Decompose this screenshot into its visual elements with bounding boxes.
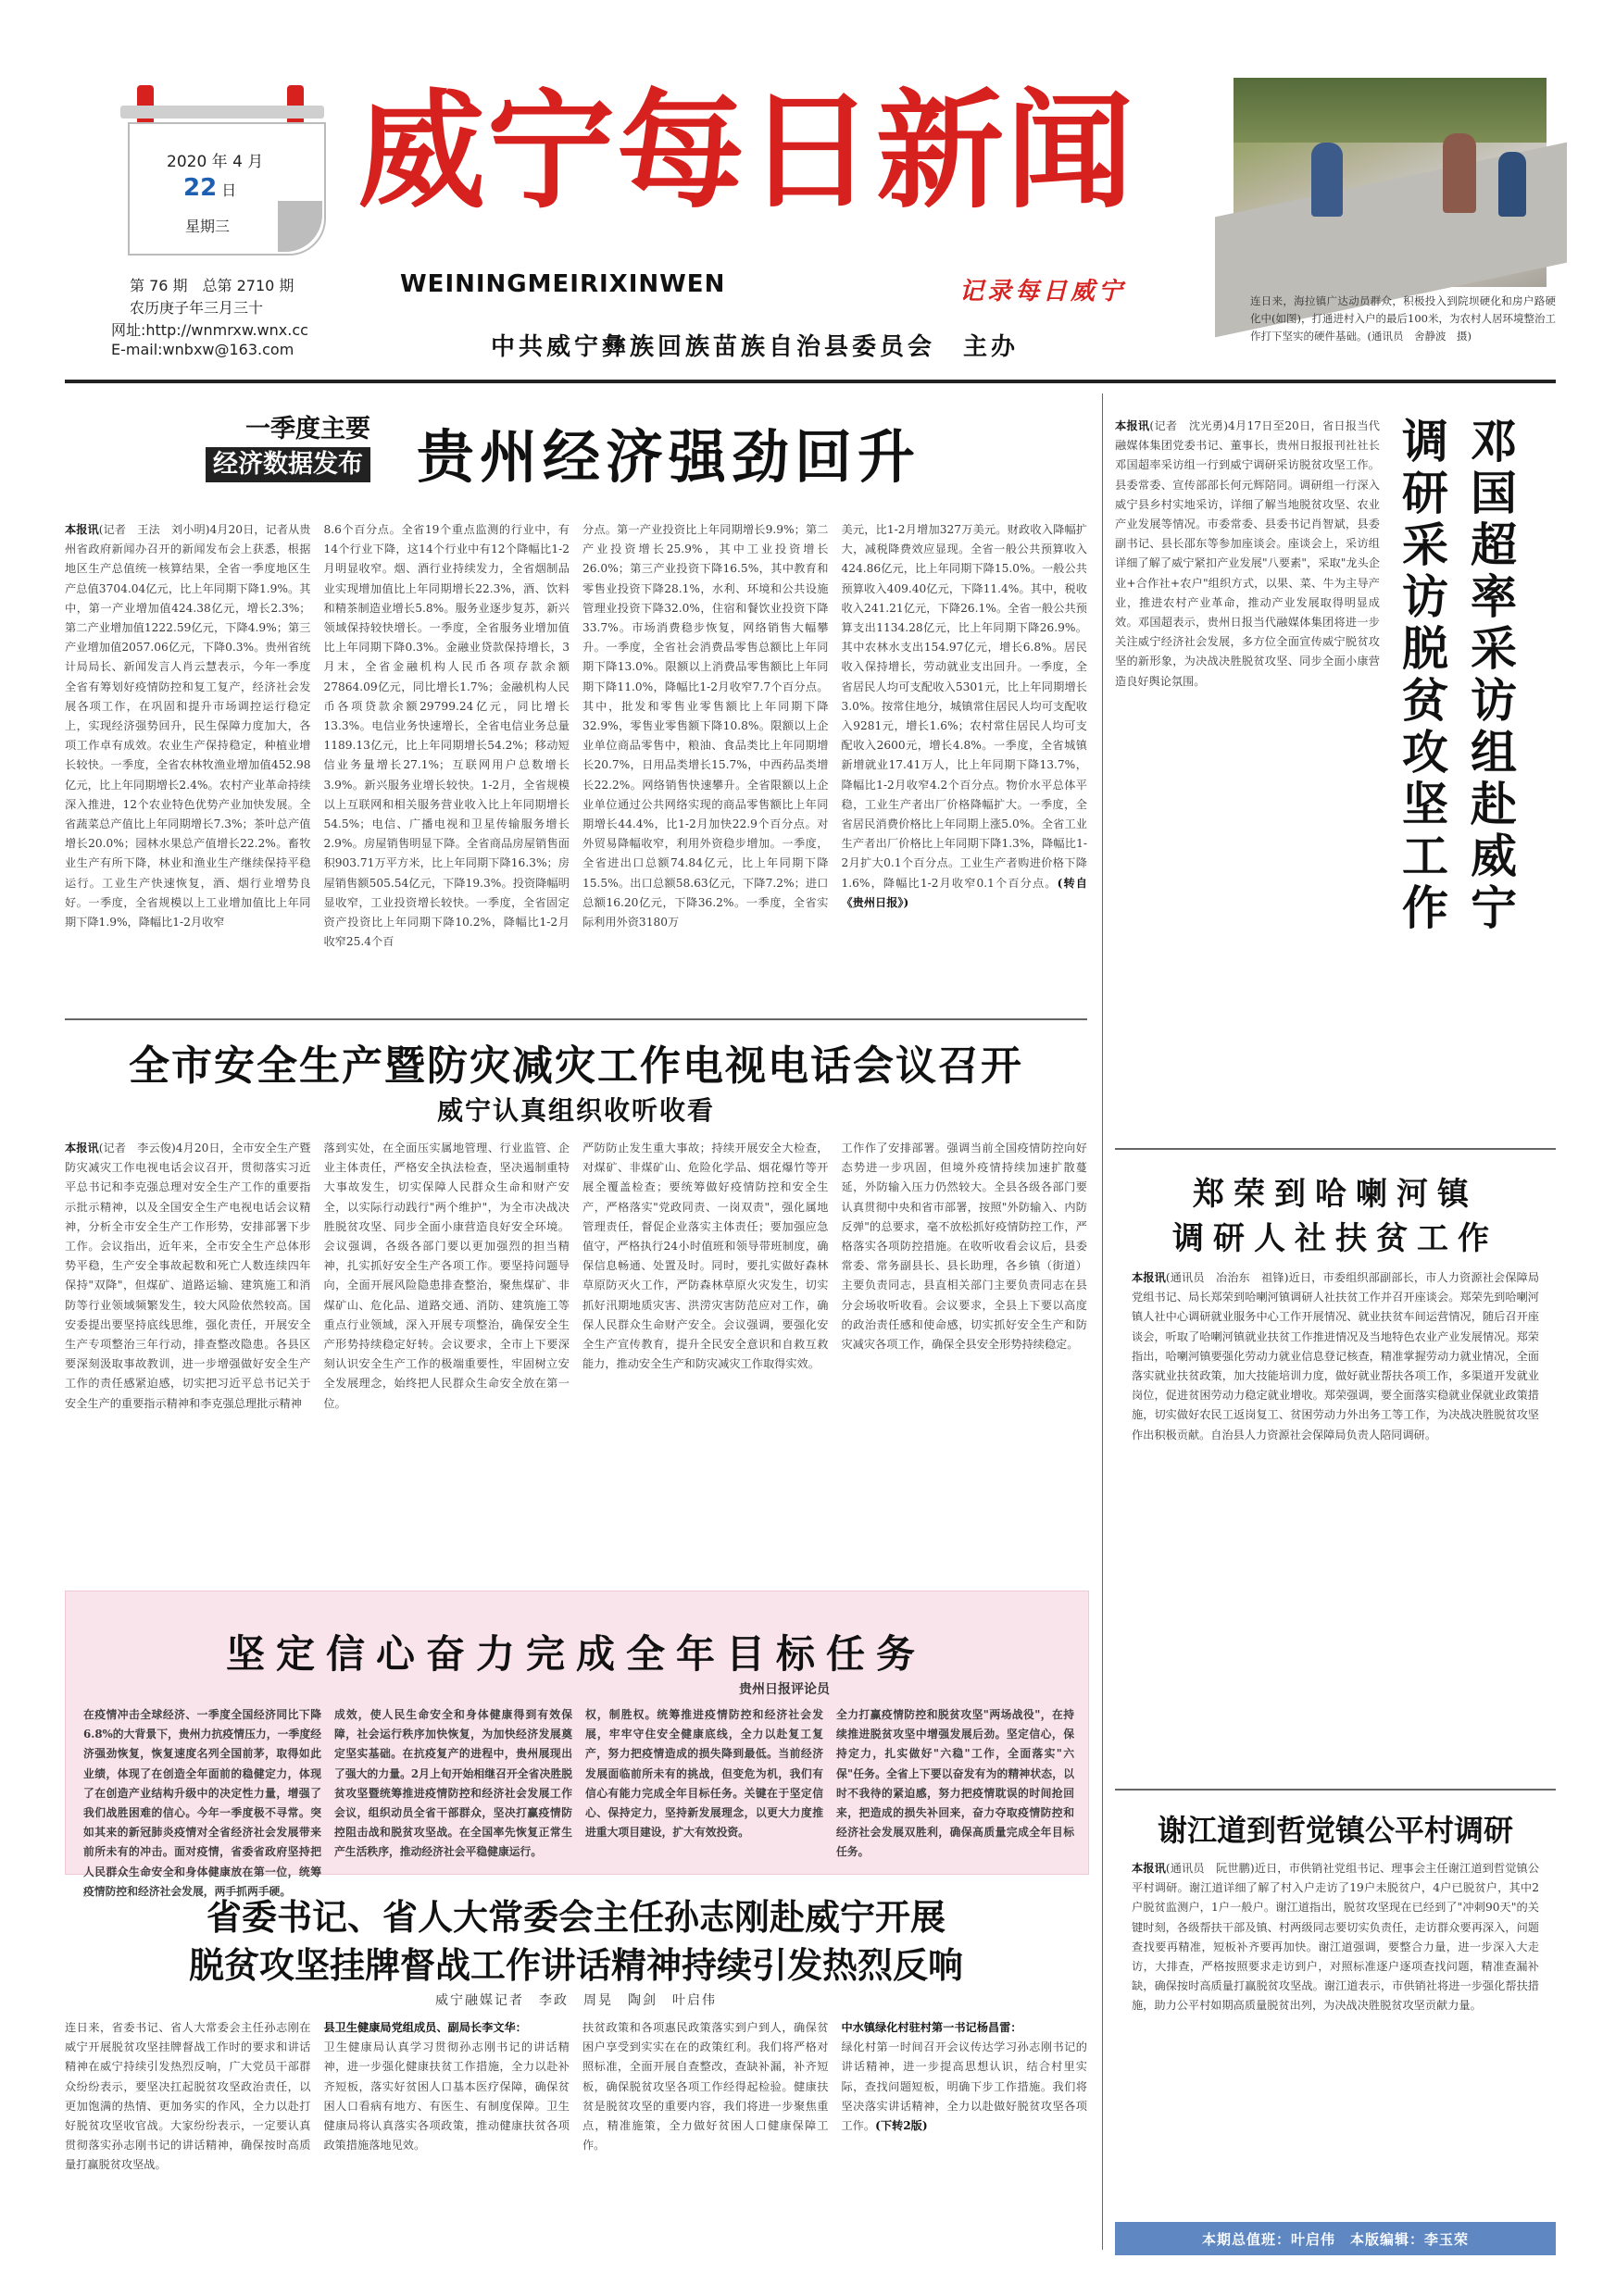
article4-col4-text: 绿化村第一时间召开会议传达学习孙志刚书记的讲话精神，进一步提高思想认识，结合村里实际，查找问题短板，明确下步工作措施。我们将坚决落实讲话精神，全力以赴做好脱贫攻坚各项工作。 — [841, 2040, 1087, 2133]
side2-bottom-rule — [1115, 1789, 1556, 1791]
side2-text: 近日，市委组织部副部长，市人力资源社会保障局党组书记、局长郑荣到哈喇河镇调研人社扶贫工作并召开座谈会。郑荣先到哈喇河镇人社中心调研就业服务中心工作开展情况、就业扶贫车间运营情况，随后召开座谈会，听取了哈喇河镇就业扶贫工作推进情况及当地特色农业产业发展情况。郑荣指出，哈喇河镇要强化劳动力就业信息登记核查，精准掌握劳动力就业情况，全面落实就业扶贫政策，加大技能培训力度，做好就业帮扶各项工作，多渠道开发就业岗位，促进贫困劳动力稳定就业增收。郑荣强调，要全面落实稳就业保就业政策措施，切实做好农民工返岗复工、贫困劳动力外出务工等工作，为决战决胜脱贫攻坚作出积极贡献。自治县人力资源社会保障局负责人陪同调研。 — [1132, 1271, 1540, 1441]
article1-byline: 本报讯 — [65, 523, 99, 536]
article3-col1: 在疫情冲击全球经济、一季度全国经济同比下降6.8%的大背景下，贵州力抗疫情压力，一季度经济强劲恢复，恢复速度名列全国前茅，取得如此业绩，体现了在创造全年面前的稳健定力，体现了在创造产业结构升级中的决定性力量，增强了我们战胜困难的信心。今年一季度极不寻常。突如其来的新冠肺炎疫情对全省经济社会发展带来前所未有的冲击。面对疫情，省委省政府坚持把人民群众生命安全和身体健康放在第一位，统筹疫情防控和经济社会发展，两手抓两手硬。 — [83, 1708, 321, 1898]
article2-headline: 全市安全生产暨防灾减灾工作电视电话会议召开 — [129, 1042, 1023, 1090]
article1-col3: 分点。第一产业投资比上年同期增长9.9%；第二产业投资增长25.9%，其中工业投资增长26.0%；第三产业投资下降16.5%，其中教育和零售业投资下降28.1%，水利、环境和公共设施管理业投资下降32.0%，住宿和餐饮业投资下降33.7%。市场消费稳步恢复，网络销售大幅攀升。一季度，全省社会消费品零售总额比上年同期下降13.0%。限额以上消费品零售额比上年同期下降11.0%，降幅比1-2月收窄7.7个百分点。其中，批发和零售业零售额比上年同期下降32.9%，零售业零售额下降10.8%。限额以上企业单位商品零售中，粮油、食品类比上年同期增长20.7%，日用品类增长15.7%，中西药品类增长22.2%。网络销售快速攀升。全省限额以上企业单位通过公共网络实现的商品零售额比上年同期增长44.4%，比1-2月加快22.9个百分点。对外贸易降幅收窄，利用外资稳步增加。一季度，全省进出口总额74.84亿元，比上年同期下降15.5%。出口总额58.63亿元，下降7.2%；进口总额16.20亿元，下降36.2%。一季度，全省实际利用外资3180万 — [582, 523, 829, 930]
side3-byline: 本报讯 — [1132, 1862, 1166, 1875]
article2-reporter: (记者 李云俊) — [98, 1142, 176, 1154]
article3-col3: 权，制胜权。统筹推进疫情防控和经济社会发展，牢牢守住安全健康底线，全力以赴复工复产，努力把疫情造成的损失降到最低。当前经济发展面临前所未有的挑战，但变危为机，我们有信心有能力完成全年目标任务。关键在于坚定信心、保持定力，坚持新发展理念，以更大力度推进重大项目建设，扩大有效投资。 — [585, 1708, 823, 1840]
date-day-suffix: 日 — [221, 181, 237, 199]
article4-headline-line1: 省委书记、省人大常委会主任孙志刚赴威宁开展 — [206, 1897, 946, 1938]
side2-byline: 本报讯 — [1132, 1271, 1166, 1284]
side2-headline-line1: 郑荣到哈喇河镇 — [1193, 1176, 1478, 1213]
lunar-date: 农历庚子年三月三十 — [130, 299, 264, 317]
article3-col2: 成效，使人民生命安全和身体健康得到有效保障，社会运行秩序加快恢复，为加快经济发展奠定坚实基础。在抗疫复产的进程中，贵州展现出了强大的力量。2月上旬开始相继召开全省决胜脱贫攻坚暨统筹推进疫情防控和经济社会发展工作会议，组织动员全省干部群众，坚决打赢疫情防控阻击战和脱贫攻坚战。在全国率先恢复正常生产生活秩序，推动经济社会平稳健康运行。 — [334, 1708, 572, 1859]
article2-col1-text: 4月20日，全市安全生产暨防灾减灾工作电视电话会议召开，贯彻落实习近平总书记和李克强总理对安全生产工作的重要指示批示精神，以及全国安全生产电视电话会议精神，分析全市安全生产工作形势，安排部署下步工作。会议指出，近年来，全市安全生产总体形势平稳，生产安全事故起数和死亡人数连续四年保持"双降"，但煤矿、道路运输、建筑施工和消防等行业领域频繁发生，较大风险依然较高。国安委提出要坚持底线思维，强化责任，开展安全生产专项整治三年行动，排查整改隐患。各县区要深刻汲取事故教训，进一步增强做好安全生产工作的责任感紧迫感，切实把习近平总书记关于安全生产的重要指示精神和李克强总理批示精神 — [65, 1142, 311, 1410]
side3-reporter: (通讯员 阮世鹏) — [1165, 1862, 1255, 1875]
photo-person-3 — [1498, 152, 1526, 217]
article3-col4: 全力打赢疫情防控和脱贫攻坚"两场战役"，在持续推进脱贫攻坚中增强发展后劲。坚定信心，保持定力，扎实做好"六稳"工作，全面落实"六保"任务。全省上下要以奋发有为的精神状态，以时不我待的紧迫感，努力把疫情耽误的时间抢回来，把造成的损失补回来，奋力夺取疫情防控和经济社会发展双胜利，确保高质量完成全年目标任务。 — [836, 1708, 1074, 1859]
article2-col4: 工作作了安排部署。强调当前全国疫情防控向好态势进一步巩固，但境外疫情持续加速扩散蔓延，外防输入压力仍然较大。全县各级各部门要认真贯彻中央和省市部署，按照"外防输入、内防反弹"的总要求，毫不放松抓好疫情防控工作，严格落实各项防控措施。在收听收看会议后，县委常委、常务副县长、县长助理，各乡镇（街道）主要负责同志，县直相关部门主要负责同志在县分会场收听收看。会议要求，全县上下要以高度的政治责任感和使命感，切实抓好安全生产和防灾减灾各项工作，确保全县安全形势持续稳定。 — [841, 1142, 1087, 1352]
news-photo — [1234, 78, 1547, 287]
side2-headline-line2: 调研人社扶贫工作 — [1172, 1220, 1498, 1257]
article1-kicker-line1: 一季度主要 — [245, 415, 370, 443]
article1-col1 — [65, 520, 311, 1002]
masthead — [0, 0, 1603, 389]
side3-text: 近日，市供销社党组书记、理事会主任谢江道到哲觉镇公平村调研。谢江道详细了解了村入户走访了19户未脱贫户，4户已脱贫户，其中2户脱贫监测户，1户一般户。谢江道指出，脱贫攻坚现在已经到了"冲刺90天"的关键时刻，各级帮扶干部及镇、村两级同志要切实负责任，走访群众要再深入，问题查找要再精准，短板补齐要再加快。谢江道强调，要整合力量，进一步深入大走访，大排查，严格按照要求走访到户，对照标准逐户逐项查找问题，精准查漏补缺，确保按时高质量打赢脱贫攻坚战。谢江道表示，市供销社将进一步强化帮扶措施，助力公平村如期高质量脱贫出列，为决战决胜脱贫攻坚贡献力量。 — [1132, 1862, 1540, 2013]
date-year-month: 2020 年 4 月 — [167, 153, 264, 171]
article4-col4 — [842, 2018, 1088, 2240]
article1-kicker-line2: 经济数据发布 — [206, 447, 370, 482]
article4-col3: 扶贫政策和各项惠民政策落实到户到人，确保贫困户享受到实实在在的政策红利。我们将严格对照标准，全面开展自查整改，查缺补漏，补齐短板，确保脱贫攻坚各项工作经得起检验。健康扶贫是脱贫攻坚的重要内容，我们将进一步聚焦重点，精准施策，全力做好贫困人口健康保障工作。 — [582, 2021, 829, 2152]
article1-reporter: (记者 王法 刘小明) — [98, 523, 210, 536]
article1-kicker — [176, 412, 370, 482]
masthead-rule — [65, 380, 1556, 383]
article4-col1: 连日来，省委书记、省人大常委会主任孙志刚在威宁开展脱贫攻坚挂牌督战工作时的要求和讲话精神在威宁持续引发热烈反响，广大党员干部群众纷纷表示，要坚决扛起脱贫攻坚政治责任，以更加饱满的热情、更加务实的作风，全力以赴打好脱贫攻坚收官战。大家纷纷表示，一定要认真贯彻落实孙志刚书记的讲话精神，确保按时高质量打赢脱贫攻坚战。 — [65, 2021, 311, 2172]
article4-col2-title: 县卫生健康局党组成员、副局长李文华： — [323, 2021, 527, 2034]
side1-text: 4月17日至20日，省日报当代融媒体集团党委书记、董事长，贵州日报报刊社社长邓国超率采访组一行到威宁调研采访脱贫攻坚工作。县委常委、宣传部部长何元辉陪同。调研组一行深入威宁县乡村实地采访，详细了解当地脱贫攻坚、农业产业发展等情况。市委常委、县委书记肖智斌，县委副书记、县长邵东等参加座谈会。座谈会上，采访组详细了解了威宁紧扣产业发展"八要素"，采取"龙头企业+合作社+农户"组织方式，以果、菜、牛为主导产业，推进农村产业革命，推动产业发展取得明显成效。邓国超表示，贵州日报当代融媒体集团将进一步关注威宁经济社会发展，多方位全面宣传威宁脱贫攻坚的新形象，为决战决胜脱贫攻坚、同步全面小康营造良好舆论氛围。 — [1115, 419, 1380, 688]
article1-col4-text: 美元，比1-2月增加327万美元。财政收入降幅扩大，减税降费效应显现。全省一般公共预算收入424.86亿元，比上年同期下降15.0%。一般公共预算收入409.40亿元，下降11.4%。其中，税收收入241.21亿元，下降26.1%。全省一般公共预算支出1134.28亿元，比上年同期下降26.9%。其中农林水支出154.97亿元，增长6.8%。居民收入保持增长，劳动就业支出回升。一季度，全省居民人均可支配收入5301元，比上年同期增长3.0%。按常住地分，城镇常住居民人均可支配收入9281元，增长1.6%；农村常住居民人均可支配收入2600元，增长4.8%。一季度，全省城镇新增就业17.41万人，比上年同期下降13.7%，降幅比1-2月收窄4.2个百分点。物价水平总体平稳，工业生产者出厂价格降幅扩大。一季度，全省居民消费价格比上年同期上涨5.0%。全省工业生产者出厂价格比上年同期下降1.3%，降幅比1-2月扩大0.1个百分点。工业生产者购进价格下降1.6%，降幅比1-2月收窄0.1个百分点。 — [841, 523, 1087, 890]
footer-editor-line: 本期总值班：叶启伟 本版编辑：李玉荣 — [1201, 2231, 1469, 2248]
article3-subhead: 贵州日报评论员 — [739, 1682, 830, 1697]
photo-person-1 — [1311, 143, 1343, 217]
article1-col2: 8.6个百分点。全省19个重点监测的行业中，有14个行业下降，这14个行业中有12个降幅比1-2月明显收窄。烟、酒行业持续发力，全省烟制品业实现增加值比上年同期增长22.3%，酒、饮料和精茶制造业增长5.8%。服务业逐步复苏，新兴领域保持较快增长。一季度，全省服务业增加值比上年同期下降0.3%。金融业贷款保持增长，3月末，全省金融机构人民币各项存款余额27864.09亿元，同比增长1.7%；金融机构人民币各项贷款余额29799.24亿元，同比增长13.3%。电信业务快速增长，全省电信业务总量1189.13亿元，比上年同期增长54.2%；移动短信业务量增长27.1%；互联网用户总数增长3.9%。新兴服务业增长较快。1-2月，全省规模以上互联网和相关服务营业收入比上年同期增长54.5%；电信、广播电视和卫星传输服务增长2.9%。房屋销售明显下降。全省商品房屋销售面积903.71万平方米，比上年同期下降16.3%；房屋销售额505.54亿元，下降19.3%。投资降幅明显收窄，工业投资增长较快。一季度，全省固定资产投资比上年同期下降10.2%，降幅比1-2月收窄25.4个百 — [323, 523, 570, 949]
photo-caption: 连日来，海拉镇广达动员群众，积极投入到院坝硬化和房户路硬化中(如图)，打通进村入户的最后100米，为农村人居环境整治工作打下坚实的硬件基础。(通讯员 舍静波 摄) — [1250, 294, 1556, 343]
article4-continue: (下转2版) — [875, 2119, 928, 2133]
side2-body — [1132, 1268, 1539, 1768]
article3-headline: 坚定信心奋力完成全年目标任务 — [225, 1631, 926, 1677]
article1-col1-text: 4月20日，记者从贵州省政府新闻办召开的新闻发布会上获悉，根据地区生产总值统一核算结果，全省一季度地区生产总值3704.04亿元，比上年同期下降1.9%。其中，第一产业增加值424.38亿元，增长2.3%；第二产业增加值1222.59亿元，下降4.9%；第三产业增加值2057.06亿元，下降0.3%。贵州省统计局局长、新闻发言人肖云慧表示，今年一季度全省有筹划好疫情防控和复工复产，经济社会发展各项工作，在巩固和提升市场调控运行稳定上，实现经济强势回升，民生保障力度加大，各项工作卓有成效。农业生产保持稳定，种植业增长较快。一季度，全省农林牧渔业增加值452.98亿元，比上年同期增长2.4%。农村产业革命持续深入推进，12个农业特色优势产业加快发展。全省蔬菜总产值比上年同期增长7.3%；茶叶总产值增长20.0%；园林水果总产值增长22.2%。畜牧业生产有所下降，林业和渔业生产继续保持平稳运行。工业生产快速恢复，酒、烟行业增势良好。一季度，全省规模以上工业增加值比上年同期下降1.9%，降幅比1-2月收窄 — [65, 523, 311, 930]
side1-headline-right: 邓国超率采访组赴威宁 — [1463, 417, 1517, 935]
calendar-bar — [120, 106, 324, 119]
article2-col3: 严防防止发生重大事故；持续开展安全大检查，对煤矿、非煤矿山、危险化学品、烟花爆竹等开展全覆盖检查；要统筹做好疫情防控和安全生产，严格落实"党政同责、一岗双责"，强化属地管理责任，督促企业落实主体责任；要加强应急值守，严格执行24小时值班和领导带班制度，确保信息畅通、处置及时。同时，要扎实做好森林草原防灭火工作，严防森林草原火灾发生，切实抓好汛期地质灾害、洪涝灾害防范应对工作，确保人民群众生命财产安全。会议强调，要强化安全生产宣传教育，提升全民安全意识和自救互救能力，推动安全生产和防灾减灾工作取得实效。 — [582, 1142, 829, 1371]
website: 网址:http://wnmrxw.wnx.cc — [111, 321, 308, 339]
article1-body — [65, 520, 1087, 1002]
date-day: 22 — [183, 174, 218, 202]
article4-body — [65, 2018, 1087, 2240]
article1-col4 — [842, 520, 1088, 1002]
side1-headline-left: 调研采访脱贫攻坚工作 — [1395, 417, 1448, 935]
article4-col2 — [324, 2018, 570, 2240]
photo-hill — [1234, 78, 1547, 143]
side1-bottom-rule — [1115, 1148, 1556, 1150]
email: E-mail:wnbxw@163.com — [111, 341, 294, 358]
issue-number: 第 76 期 总第 2710 期 — [130, 277, 294, 294]
side1-byline: 本报讯 — [1115, 419, 1150, 432]
sidebar-divider — [1102, 393, 1103, 2250]
article2-body — [65, 1139, 1087, 1578]
article2-subhead: 威宁认真组织收听收看 — [436, 1095, 715, 1126]
article1-bottom-rule — [65, 1018, 1087, 1020]
article4-col2-text: 卫生健康局认真学习贯彻孙志刚书记的讲话精神，进一步强化健康扶贫工作措施，全力以赴补齐短板，落实好贫困人口基本医疗保障，确保贫困人口看病有地方、有医生、有制度保障。卫生健康局将认真落实各项政策，推动健康扶贫各项政策措施落地见效。 — [323, 2040, 570, 2152]
side3-body — [1132, 1859, 1539, 2220]
article2-byline: 本报讯 — [65, 1142, 99, 1154]
article2-col1 — [65, 1139, 311, 1578]
side3-headline: 谢江道到哲觉镇公平村调研 — [1157, 1813, 1513, 1848]
article4-headline-line2: 脱贫攻坚挂牌督战工作讲话精神持续引发热烈反响 — [188, 1945, 963, 1986]
article4-col4-title: 中水镇绿化村驻村第一书记杨昌雷： — [841, 2021, 1022, 2034]
paper-pinyin: WEININGMEIRIXINWEN — [400, 270, 726, 298]
side1-body — [1115, 417, 1380, 1129]
date-day-row — [183, 174, 236, 202]
paper-title: 威宁每日新闻 — [357, 75, 1136, 226]
side2-reporter: (通讯员 冶治东 祖锋) — [1165, 1271, 1289, 1284]
side1-reporter: (记者 沈光勇) — [1149, 419, 1228, 432]
slogan: 记录每日威宁 — [959, 278, 1127, 306]
article1-headline: 贵州经济强劲回升 — [417, 423, 921, 491]
article1-source: (转自《贵州日报》) — [841, 876, 1087, 909]
weekday: 星期三 — [185, 218, 231, 235]
photo-person-2 — [1443, 133, 1476, 213]
article2-col2: 落到实处，在全面压实属地管理、行业监管、企业主体责任，严格安全执法检查，坚决遏制重特大事故发生，切实保障人民群众生命和财产安全，以实际行动践行"两个维护"，为全市决战决胜脱贫攻坚、同步全面小康营造良好安全环境。会议强调，各级各部门要以更加强烈的担当精神，扎实抓好安全生产各项工作。要坚持问题导向，全面开展风险隐患排查整治，聚焦煤矿、非煤矿山、危化品、道路交通、消防、建筑施工等重点行业领域，深入开展专项整治，确保安全生产形势持续稳定好转。会议要求，全市上下要深刻认识安全生产工作的极端重要性，牢固树立安全发展理念，始终把人民群众生命安全放在第一位。 — [323, 1142, 570, 1410]
article3-body — [83, 1705, 1074, 1898]
sponsor: 中共威宁彝族回族苗族自治县委员会 主办 — [491, 333, 1020, 361]
article4-byline: 威宁融媒记者 李政 周晃 陶剑 叶启伟 — [435, 1993, 717, 2008]
